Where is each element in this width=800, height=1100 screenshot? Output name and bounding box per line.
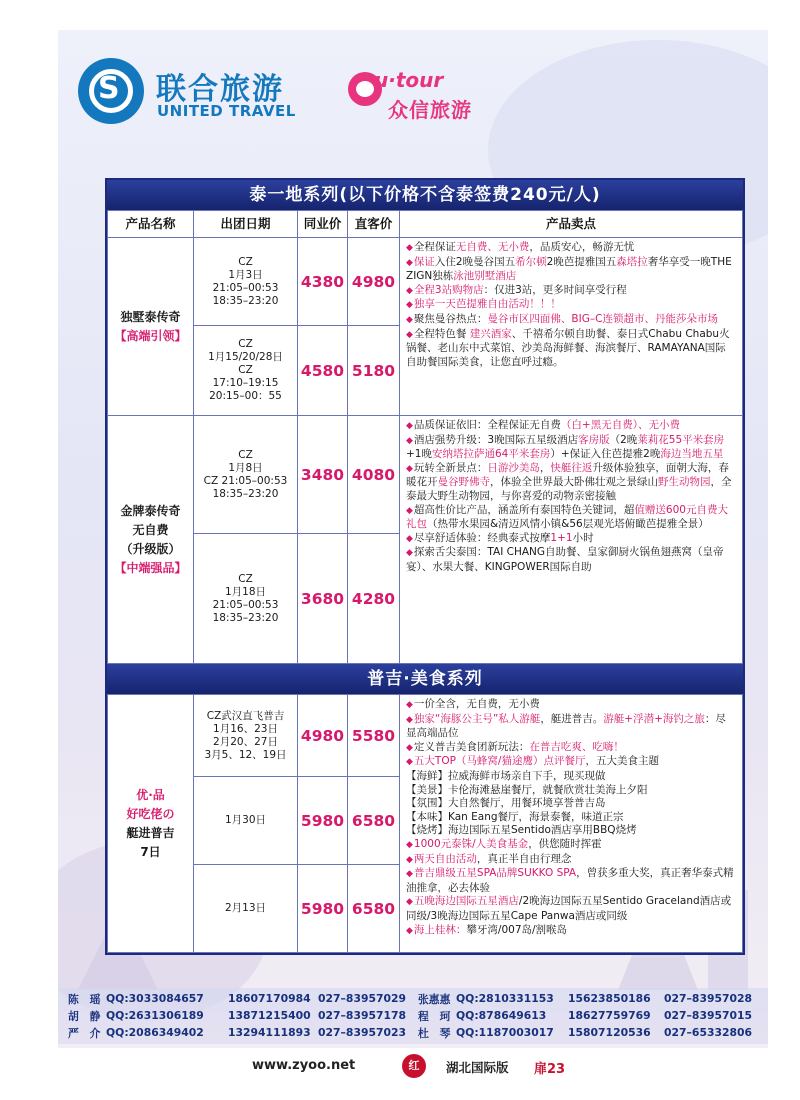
- departure-line: CZ 21:05–00:53: [203, 474, 288, 487]
- feature-item: [406, 313, 736, 328]
- departure-cell: [194, 695, 298, 777]
- contact-qq: QQ:3033084657: [106, 992, 204, 1005]
- departure-line: 3月5、12、19日: [204, 748, 287, 761]
- col-header: 产品卖点: [400, 211, 743, 238]
- highlight-text: 普吉鼎级五星SPA品牌SUKKO SPA: [413, 867, 577, 880]
- feature-item: [406, 867, 736, 895]
- bullet-diamond-icon: ◆: [406, 257, 413, 268]
- feature-text: ，曾获多重大奖，真正奢华泰式精油推拿，必去体验: [406, 867, 734, 894]
- phuket-section-title: 普吉·美食系列: [107, 664, 743, 694]
- thai-table: [107, 210, 743, 664]
- feature-item: [406, 853, 736, 868]
- feature-item: [406, 838, 736, 853]
- departure-line: 2月20、27日: [213, 735, 278, 748]
- feature-text: 奢华享受一晚THE ZIGN独栋: [406, 255, 732, 283]
- contact-name: 张惠惠: [418, 993, 451, 1006]
- page-footer: [0, 1048, 800, 1088]
- highlight-text: 五晚海边国际五星酒店: [413, 895, 519, 908]
- feature-text: 品质保证依旧：全程保证无自费: [413, 419, 561, 431]
- feature-item: [406, 546, 736, 574]
- bullet-diamond-icon: ◆: [406, 329, 413, 340]
- bullet-diamond-icon: ◆: [406, 421, 413, 431]
- trade-price: 5980: [298, 865, 348, 953]
- feature-item: [406, 298, 736, 313]
- contact-tel: 027–83957023: [318, 1026, 407, 1039]
- bullet-diamond-icon: ◆: [406, 854, 413, 865]
- highlight-text: 泳池别墅酒店: [453, 270, 517, 283]
- departure-line: 1月15/20/28日: [208, 351, 283, 363]
- product-name: 无自费: [132, 522, 169, 537]
- highlight-text: 值赠送600元自费大礼包: [406, 503, 728, 531]
- col-header: 直客价: [348, 211, 400, 238]
- feature-item: [406, 824, 736, 838]
- feature-text: 聚焦曼谷热点：: [413, 312, 488, 325]
- departure-line: CZ: [238, 572, 253, 585]
- highlight-text: 两天自由活动: [413, 852, 477, 865]
- feature-text: 升级体验独享，面朝大海，春暖花开: [406, 461, 729, 489]
- product-name: 艇进普吉: [126, 825, 175, 840]
- united-travel-name-en: UNITED TRAVEL: [157, 102, 296, 120]
- departure-line: 17:10–19:15: [212, 377, 279, 389]
- departure-line: 1月8日: [228, 461, 263, 474]
- trade-price: 5980: [298, 777, 348, 865]
- departure-line: CZ: [238, 338, 253, 350]
- feature-text: ：尽显高端品位: [406, 712, 726, 740]
- feature-item: [406, 328, 736, 370]
- product-name: 独墅泰传奇: [120, 309, 181, 324]
- departure-cell: [194, 416, 298, 534]
- utour-name-cn: 众信旅游: [388, 98, 472, 122]
- bullet-diamond-icon: ◆: [406, 463, 413, 474]
- feature-text: ，体验全世界最大卧佛壮观之景绿山: [490, 476, 658, 489]
- bullet-diamond-icon: ◆: [406, 505, 413, 516]
- united-travel-logo: [78, 58, 318, 128]
- contact-name: 胡 静: [68, 1010, 101, 1023]
- highlight-text: 快艇往返: [550, 461, 593, 474]
- feature-text: 全程保证: [413, 241, 456, 253]
- direct-price: 4280: [348, 534, 400, 664]
- feature-text: （热带水果园&清迈风情小镇&56层观光塔俯瞰芭提雅全景）: [427, 518, 709, 531]
- contact-qq: QQ:878649613: [456, 1009, 547, 1022]
- feature-item: [406, 741, 736, 756]
- feature-item: [406, 434, 736, 462]
- feature-item: [406, 419, 736, 434]
- feature-item: [406, 284, 736, 299]
- bullet-diamond-icon: ◆: [406, 314, 413, 325]
- highlight-text: 建兴酒家: [469, 327, 512, 340]
- highlight-text: 海上桂林：: [413, 923, 467, 936]
- feature-item: [406, 241, 736, 256]
- highlight-text: 无自费、无小费: [455, 241, 530, 253]
- contact-tel: 027–83957029: [318, 992, 407, 1005]
- feature-item: [406, 532, 736, 547]
- product-name: 优·品: [136, 787, 165, 802]
- feature-text: 玩转全新景点：: [413, 461, 488, 474]
- highlight-text: 希尔顿: [515, 255, 547, 268]
- departure-line: CZ: [238, 448, 253, 461]
- feature-text: 【美景】卡伦海滩悬崖餐厅，就餐欣赏壮美海上夕阳: [406, 783, 648, 796]
- feature-text: +1晚: [406, 448, 432, 461]
- contact-row: [68, 1026, 768, 1042]
- feature-text: 2晚芭提雅国五: [546, 255, 617, 268]
- highlight-text: 五大TOP（马蜂窝/猫途鹰）点评餐厅: [413, 755, 586, 768]
- feature-text: 尽享舒适体验：经典泰式按摩: [413, 531, 551, 544]
- feature-text: 超高性价比产品，涵盖所有泰国特色关键词，超: [413, 503, 635, 516]
- product-tag: 【中端强品】: [114, 560, 187, 575]
- departure-line: 1月16、23日: [213, 722, 278, 735]
- table-row: [108, 416, 743, 534]
- highlight-text: 独家“海豚公主号”私人游艇: [413, 712, 541, 725]
- product-name: 好吃佬の: [126, 806, 175, 821]
- feature-text: 探索舌尖泰国：TAI CHANG自助餐、皇家御厨火锅鱼翅燕窝（皇帝宴）、水果大餐、KINGPOWER国际自助: [406, 546, 724, 573]
- direct-price: 5180: [348, 326, 400, 416]
- united-travel-emblem-icon: S: [78, 58, 144, 124]
- feature-text: 【氛围】大自然餐厅，用餐环境享誉普吉岛: [406, 797, 606, 810]
- highlight-text: 客房版: [578, 433, 610, 446]
- features-cell: [400, 238, 743, 416]
- feature-text: 【烧烤】海边国际五星Sentido酒店享用BBQ烧烤: [406, 824, 637, 837]
- highlight-text: 全程3站购物店: [413, 283, 484, 296]
- feature-text: 入住2晚曼谷国五: [434, 255, 516, 268]
- contact-row: [68, 1009, 768, 1025]
- departure-line: 1月3日: [228, 268, 263, 281]
- feature-text: 定义普吉美食团新玩法：: [413, 740, 530, 753]
- feature-item: [406, 504, 736, 532]
- highlight-text: 曼谷野佛寺: [437, 476, 490, 489]
- phuket-table: [107, 694, 743, 953]
- product-name-cell: [108, 695, 194, 953]
- highlight-text: 日游沙美岛: [487, 461, 540, 474]
- highlight-text: 独享一天芭提雅自由活动！！！: [413, 298, 561, 311]
- united-travel-name-cn: 联合旅游: [156, 72, 284, 107]
- departure-line: 2月13日: [224, 902, 267, 914]
- feature-item: [406, 698, 736, 713]
- thai-section-title: 泰一地系列(以下价格不含泰签费240元/人): [107, 180, 743, 210]
- departure-cell: [194, 534, 298, 664]
- contact-qq: QQ:1187003017: [456, 1026, 554, 1039]
- contact-mobile: 15623850186: [568, 992, 651, 1005]
- feature-text: ）+保证入住芭提雅2晚: [550, 448, 661, 461]
- feature-text: /2晚海边国际五星Sentido Graceland酒店或同级/3晚海边国际五星Cape Panwa酒店或同级: [406, 895, 732, 922]
- contact-mobile: 18607170984: [228, 992, 311, 1005]
- direct-price: 6580: [348, 777, 400, 865]
- contact-mobile: 18627759769: [568, 1009, 651, 1022]
- departure-cell: [194, 777, 298, 865]
- bullet-diamond-icon: ◆: [406, 757, 413, 768]
- utour-name-en: u·tour: [374, 68, 444, 92]
- highlight-text: 曼谷市区四面佛、BIG–C连锁超市、丹能莎朵市场: [487, 312, 718, 325]
- highlight-text: 野生动物园: [658, 476, 711, 489]
- feature-text: ，品质安心，畅游无忧: [529, 241, 635, 253]
- bullet-diamond-icon: ◆: [406, 700, 413, 710]
- trade-price: 4380: [298, 238, 348, 326]
- direct-price: 5580: [348, 695, 400, 777]
- features-cell: [400, 416, 743, 664]
- feature-text: 攀牙湾/007岛/割喉岛: [466, 923, 568, 936]
- departure-line: CZ: [238, 364, 253, 376]
- contact-row: [68, 992, 768, 1008]
- highlight-text: 1000元泰铢/人美食基金: [413, 837, 529, 850]
- feature-text: 【海鲜】拉威海鲜市场亲自下手，现买现做: [406, 769, 606, 782]
- bullet-diamond-icon: ◆: [406, 742, 413, 753]
- col-header: 同业价: [298, 211, 348, 238]
- departure-line: CZ: [238, 255, 253, 268]
- highlight-text: （白+黑无自费）、无小费: [560, 419, 680, 431]
- feature-item: [406, 797, 736, 811]
- feature-text: 、千禧希尔顿自助餐、泰日式Chabu Chabu火锅餐、老山东中式菜馆、沙美岛海鲜餐、海滨餐厅、RAMAYANA国际自助餐国际美食，让您直呼过瘾。: [406, 327, 730, 368]
- highlight-text: 莱莉花55平米套房: [637, 433, 725, 446]
- product-name: （升级版）: [120, 541, 181, 556]
- table-row: [108, 238, 743, 326]
- col-header: 产品名称: [108, 211, 194, 238]
- table-header-row: [108, 211, 743, 238]
- departure-line: CZ武汉直飞普吉: [206, 709, 285, 722]
- feature-item: [406, 256, 736, 284]
- departure-line: 18:35–23:20: [212, 611, 279, 624]
- price-table: [105, 178, 745, 955]
- highlight-text: 游艇+浮潜+海钓之旅: [603, 712, 705, 725]
- feature-item: [406, 755, 736, 770]
- contact-name: 程 珂: [418, 1010, 451, 1023]
- contact-qq: QQ:2086349402: [106, 1026, 204, 1039]
- bullet-diamond-icon: ◆: [406, 533, 413, 544]
- bullet-diamond-icon: ◆: [406, 897, 413, 908]
- feature-item: [406, 713, 736, 741]
- features-cell: [400, 695, 743, 953]
- product-tag: 【高端引领】: [114, 328, 187, 343]
- trade-price: 3680: [298, 534, 348, 664]
- contact-mobile: 13871215400: [228, 1009, 311, 1022]
- highlight-text: 安纳塔拉萨通64平米套房: [431, 448, 551, 461]
- highlight-text: 海边当地五星: [660, 448, 724, 461]
- highlight-text: 1+1: [550, 531, 573, 544]
- bullet-diamond-icon: ◆: [406, 548, 413, 559]
- col-header: 出团日期: [194, 211, 298, 238]
- direct-price: 6580: [348, 865, 400, 953]
- feature-text: ，供您随时挥霍: [528, 837, 602, 850]
- bullet-diamond-icon: ◆: [406, 714, 413, 725]
- publication-name: 湖北国际版: [446, 1060, 509, 1075]
- contact-mobile: 15807120536: [568, 1026, 651, 1039]
- departure-line: 1月18日: [224, 585, 267, 598]
- feature-item: [406, 811, 736, 825]
- product-name-cell: [108, 238, 194, 416]
- trade-price: 4980: [298, 695, 348, 777]
- bullet-diamond-icon: ◆: [406, 243, 413, 253]
- departure-line: 18:35–23:20: [212, 294, 279, 307]
- feature-text: 全程特色餐: [413, 327, 470, 340]
- feature-text: 小时: [572, 531, 594, 544]
- feature-item: [406, 784, 736, 798]
- departure-cell: [194, 865, 298, 953]
- bullet-diamond-icon: ◆: [406, 300, 413, 311]
- feature-text: ，: [539, 461, 551, 474]
- departure-line: 21:05–00:53: [212, 281, 279, 294]
- feature-item: [406, 895, 736, 923]
- feature-item: [406, 462, 736, 504]
- contact-mobile: 13294111893: [228, 1026, 311, 1039]
- bullet-diamond-icon: ◆: [406, 925, 413, 936]
- contact-name: 杜 琴: [418, 1027, 451, 1040]
- contact-qq: QQ:2631306189: [106, 1009, 204, 1022]
- bullet-diamond-icon: ◆: [406, 869, 413, 880]
- feature-text: ，全泰最大野生动物园，与你喜爱的动物亲密接触: [406, 476, 732, 502]
- departure-cell: [194, 326, 298, 416]
- feature-text: ，五大美食主题: [585, 755, 659, 768]
- contact-tel: 027–83957015: [664, 1009, 753, 1022]
- contact-tel: 027–65332806: [664, 1026, 753, 1039]
- contact-tel: 027–83957028: [664, 992, 753, 1005]
- departure-line: 21:05–00:53: [212, 598, 279, 611]
- highlight-text: 森塔拉: [616, 255, 648, 268]
- bullet-diamond-icon: ◆: [406, 839, 413, 850]
- feature-text: 【本味】Kan Eang餐厅，海景泰餐，味道正宗: [406, 810, 624, 823]
- highlight-text: 在普吉吃爽、吃嗨！: [529, 740, 624, 753]
- product-name: 7日: [140, 844, 161, 859]
- page-number: 扉23: [534, 1062, 566, 1077]
- feature-text: ，艇进普吉。: [540, 712, 604, 725]
- publication-badge-icon: 红: [402, 1054, 426, 1078]
- bullet-diamond-icon: ◆: [406, 435, 413, 446]
- contact-name: 陈 瑶: [68, 993, 101, 1006]
- feature-item: [406, 924, 736, 939]
- departure-line: 1月30日: [224, 814, 267, 826]
- product-name-cell: [108, 416, 194, 664]
- trade-price: 3480: [298, 416, 348, 534]
- bullet-diamond-icon: ◆: [406, 285, 413, 296]
- utour-logo: [348, 68, 498, 124]
- contact-name: 严 介: [68, 1027, 101, 1040]
- feature-text: 一价全含，无自费，无小费: [413, 698, 540, 710]
- table-row: [108, 695, 743, 777]
- brochure-page: [58, 30, 768, 1048]
- feature-text: （2晚: [609, 433, 638, 446]
- contact-tel: 027–83957178: [318, 1009, 407, 1022]
- feature-item: [406, 770, 736, 784]
- contact-list: [58, 988, 768, 1044]
- departure-line: 20:15–00：55: [209, 390, 282, 402]
- feature-text: ，真正半自由行理念: [476, 852, 572, 865]
- direct-price: 4980: [348, 238, 400, 326]
- website-link[interactable]: www.zyoo.net: [252, 1058, 356, 1073]
- product-name: 金牌泰传奇: [120, 503, 181, 518]
- departure-cell: [194, 238, 298, 326]
- trade-price: 4580: [298, 326, 348, 416]
- contact-qq: QQ:2810331153: [456, 992, 554, 1005]
- direct-price: 4080: [348, 416, 400, 534]
- highlight-text: 保证: [413, 255, 435, 268]
- feature-text: ：仅进3站，更多时间享受行程: [483, 283, 627, 296]
- feature-text: 酒店强势升级：3晚国际五星级酒店: [413, 433, 579, 446]
- departure-line: 18:35–23:20: [212, 487, 279, 500]
